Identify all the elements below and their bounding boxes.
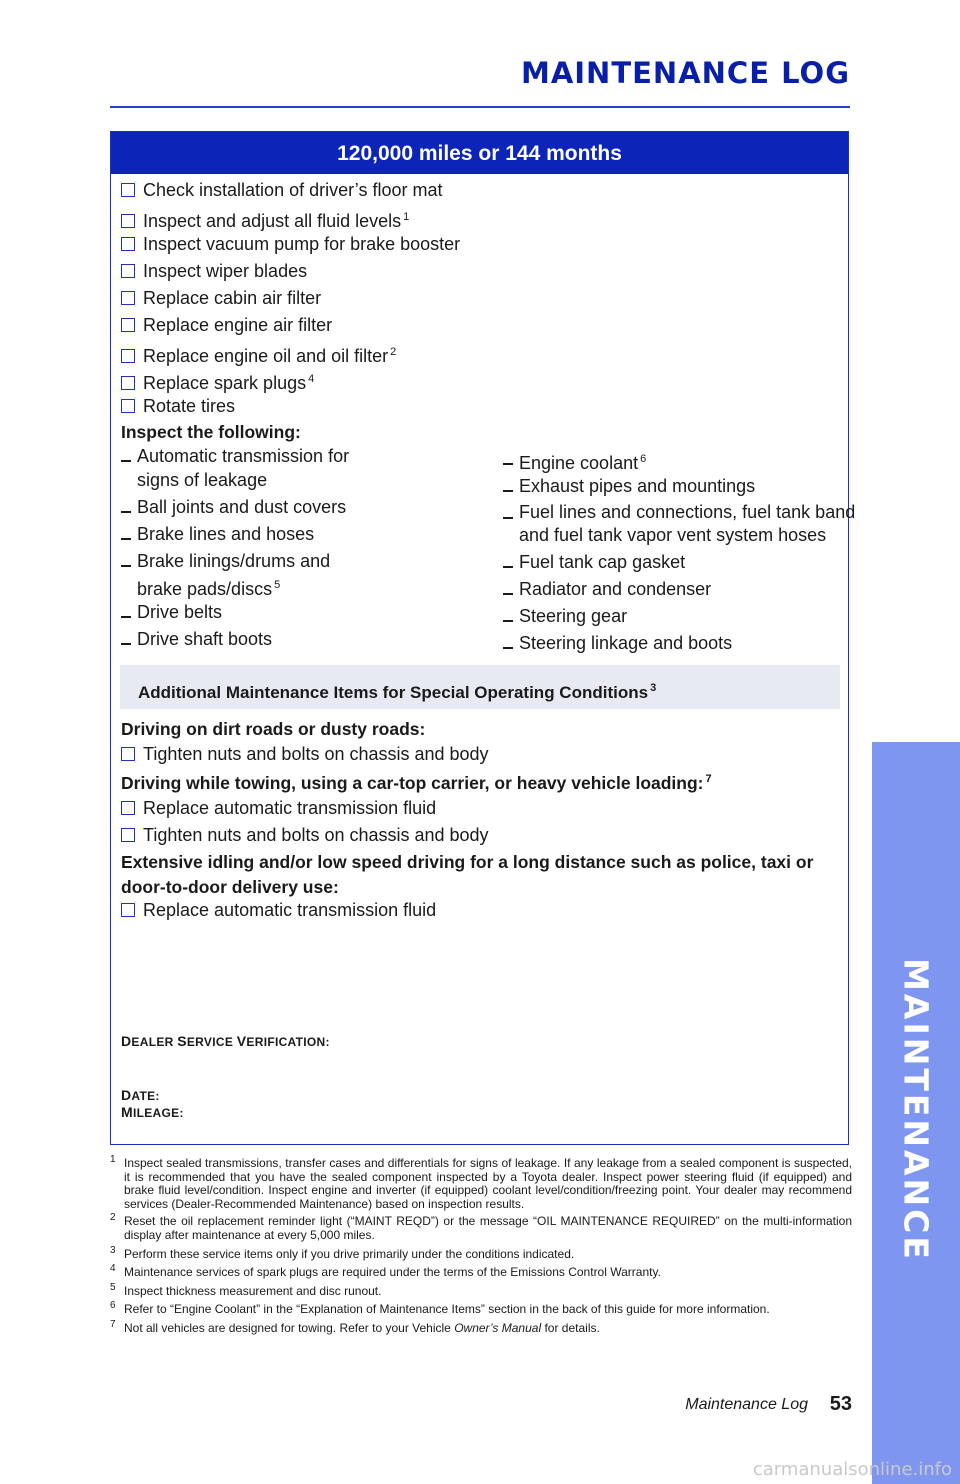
checkbox[interactable] (121, 801, 135, 815)
footnote-ref: 6 (640, 453, 647, 465)
checklist-item[interactable]: Replace automatic transmission fluid (121, 796, 436, 820)
maintenance-interval-box (110, 131, 856, 1145)
footnote: 6 Refer to “Engine Coolant” in the “Explanation of Maintenance Items” section in the back of this guide for more information. (110, 1300, 770, 1317)
inspect-item: Ball joints and dust covers (121, 495, 346, 519)
checklist-item[interactable]: Rotate tires (121, 394, 235, 418)
inspect-item: Automatic transmission for signs of leakage (121, 444, 349, 492)
inspect-item: Drive shaft boots (121, 627, 272, 651)
footnote-ref: 2 (390, 346, 397, 358)
footnote-ref: 1 (403, 211, 410, 223)
checkbox[interactable] (121, 903, 135, 917)
checkbox[interactable] (121, 828, 135, 842)
checkbox[interactable] (121, 183, 135, 197)
footnotes (110, 1154, 852, 1336)
dealer-verification-label: DEALER SERVICE VERIFICATION: (121, 1033, 330, 1049)
checkbox[interactable] (121, 291, 135, 305)
checklist-item[interactable]: Tighten nuts and bolts on chassis and body (121, 742, 489, 766)
checkbox[interactable] (121, 214, 135, 228)
inspect-item: Exhaust pipes and mountings (503, 474, 755, 498)
condition-heading-cont: door-to-door delivery use: (121, 877, 339, 897)
checkbox[interactable] (121, 399, 135, 413)
mileage-label: MILEAGE: (121, 1104, 184, 1120)
footnote-ref: 4 (308, 373, 315, 385)
date-label: DATE: (121, 1087, 160, 1103)
footnote: 3 Perform these service items only if you drive primarily under the conditions indicated. (110, 1244, 575, 1261)
checklist-item[interactable]: Replace automatic transmission fluid (121, 898, 436, 922)
footnote: 7 Not all vehicles are designed for towing. Refer to your Vehicle Owner’s Manual for details. (110, 1318, 600, 1335)
page-title: MAINTENANCE LOG (520, 56, 850, 90)
inspect-item: Steering gear (503, 604, 627, 628)
condition-heading: Driving while towing, using a car-top carrier, or heavy vehicle loading: $^7$ (121, 773, 712, 793)
checklist-item[interactable]: Replace engine air filter (121, 313, 332, 337)
watermark: carmanualsonline.info (752, 1459, 952, 1480)
footnote-ref: 5 (274, 579, 281, 591)
checklist-item[interactable]: Inspect vacuum pump for brake booster (121, 232, 460, 256)
footnote: 2 Reset the oil replacement reminder light (“MAINT REQD”) or the message “OIL MAINTENANCE REQUIRED” on the multi-information display after maintenance at every 5,000 miles. (110, 1212, 852, 1242)
header-divider (110, 106, 850, 108)
inspect-heading: Inspect the following: (121, 422, 301, 442)
section-tab-label: MAINTENANCE (896, 958, 936, 1262)
checkbox[interactable] (121, 264, 135, 278)
footnote-ref: 3 (650, 682, 657, 694)
additional-maintenance-heading: Additional Maintenance Items for Special Operating Conditions $^3$ (120, 665, 840, 709)
checkbox[interactable] (121, 349, 135, 363)
interval-title: 120,000 miles or 144 months (111, 132, 848, 174)
checklist-item[interactable]: Inspect and adjust all fluid levels $^1$ (121, 205, 409, 229)
checkbox[interactable] (121, 318, 135, 332)
condition-heading: Driving on dirt roads or dusty roads: (121, 719, 426, 739)
footnote: 5 Inspect thickness measurement and disc runout. (110, 1281, 382, 1298)
checklist-item[interactable]: Tighten nuts and bolts on chassis and body (121, 823, 489, 847)
checkbox[interactable] (121, 376, 135, 390)
footer-section-label: Maintenance Log (685, 1396, 808, 1413)
checklist-item[interactable]: Replace spark plugs $^4$ (121, 367, 314, 391)
inspect-item: Fuel lines and connections, fuel tank band and fuel tank vapor vent system hoses (503, 501, 855, 547)
checklist-item[interactable]: Replace cabin air filter (121, 286, 321, 310)
inspect-item: Steering linkage and boots (503, 631, 732, 655)
checklist-item[interactable]: Check installation of driver’s floor mat (121, 178, 442, 202)
condition-heading: Extensive idling and/or low speed driving for a long distance such as police, taxi or (121, 852, 814, 872)
inspect-item: Fuel tank cap gasket (503, 550, 685, 574)
inspect-item: Engine coolant $^6$ (503, 447, 646, 475)
checklist-item[interactable]: Replace engine oil and oil filter $^2$ (121, 340, 396, 364)
inspect-item: Brake lines and hoses (121, 522, 314, 546)
checkbox[interactable] (121, 237, 135, 251)
footnote: 1 Inspect sealed transmissions, transfer cases and differentials for signs of leakage. If any leakage from a sealed component is suspected, it is recommended that you have the sealed component inspected by a Toyota dealer. Inspect power steering fluid (if equipped) and brake fluid level/condition. Inspect engine and inverter (if equipped) coolant level/condition/freezing point. Your dealer may recommend services (Dealer-Recommended Maintenance) based on inspection results. (110, 1154, 852, 1211)
footnote-ref: 7 (705, 773, 712, 785)
inspect-item: Brake linings/drums and brake pads/discs $^5$ (121, 549, 330, 601)
checkbox[interactable] (121, 747, 135, 761)
checklist-item[interactable]: Inspect wiper blades (121, 259, 307, 283)
page-number: 53 (829, 1393, 852, 1415)
inspect-item: Radiator and condenser (503, 577, 711, 601)
inspect-item: Drive belts (121, 600, 222, 624)
footnote: 4 Maintenance services of spark plugs are required under the terms of the Emissions Control Warranty. (110, 1263, 661, 1280)
